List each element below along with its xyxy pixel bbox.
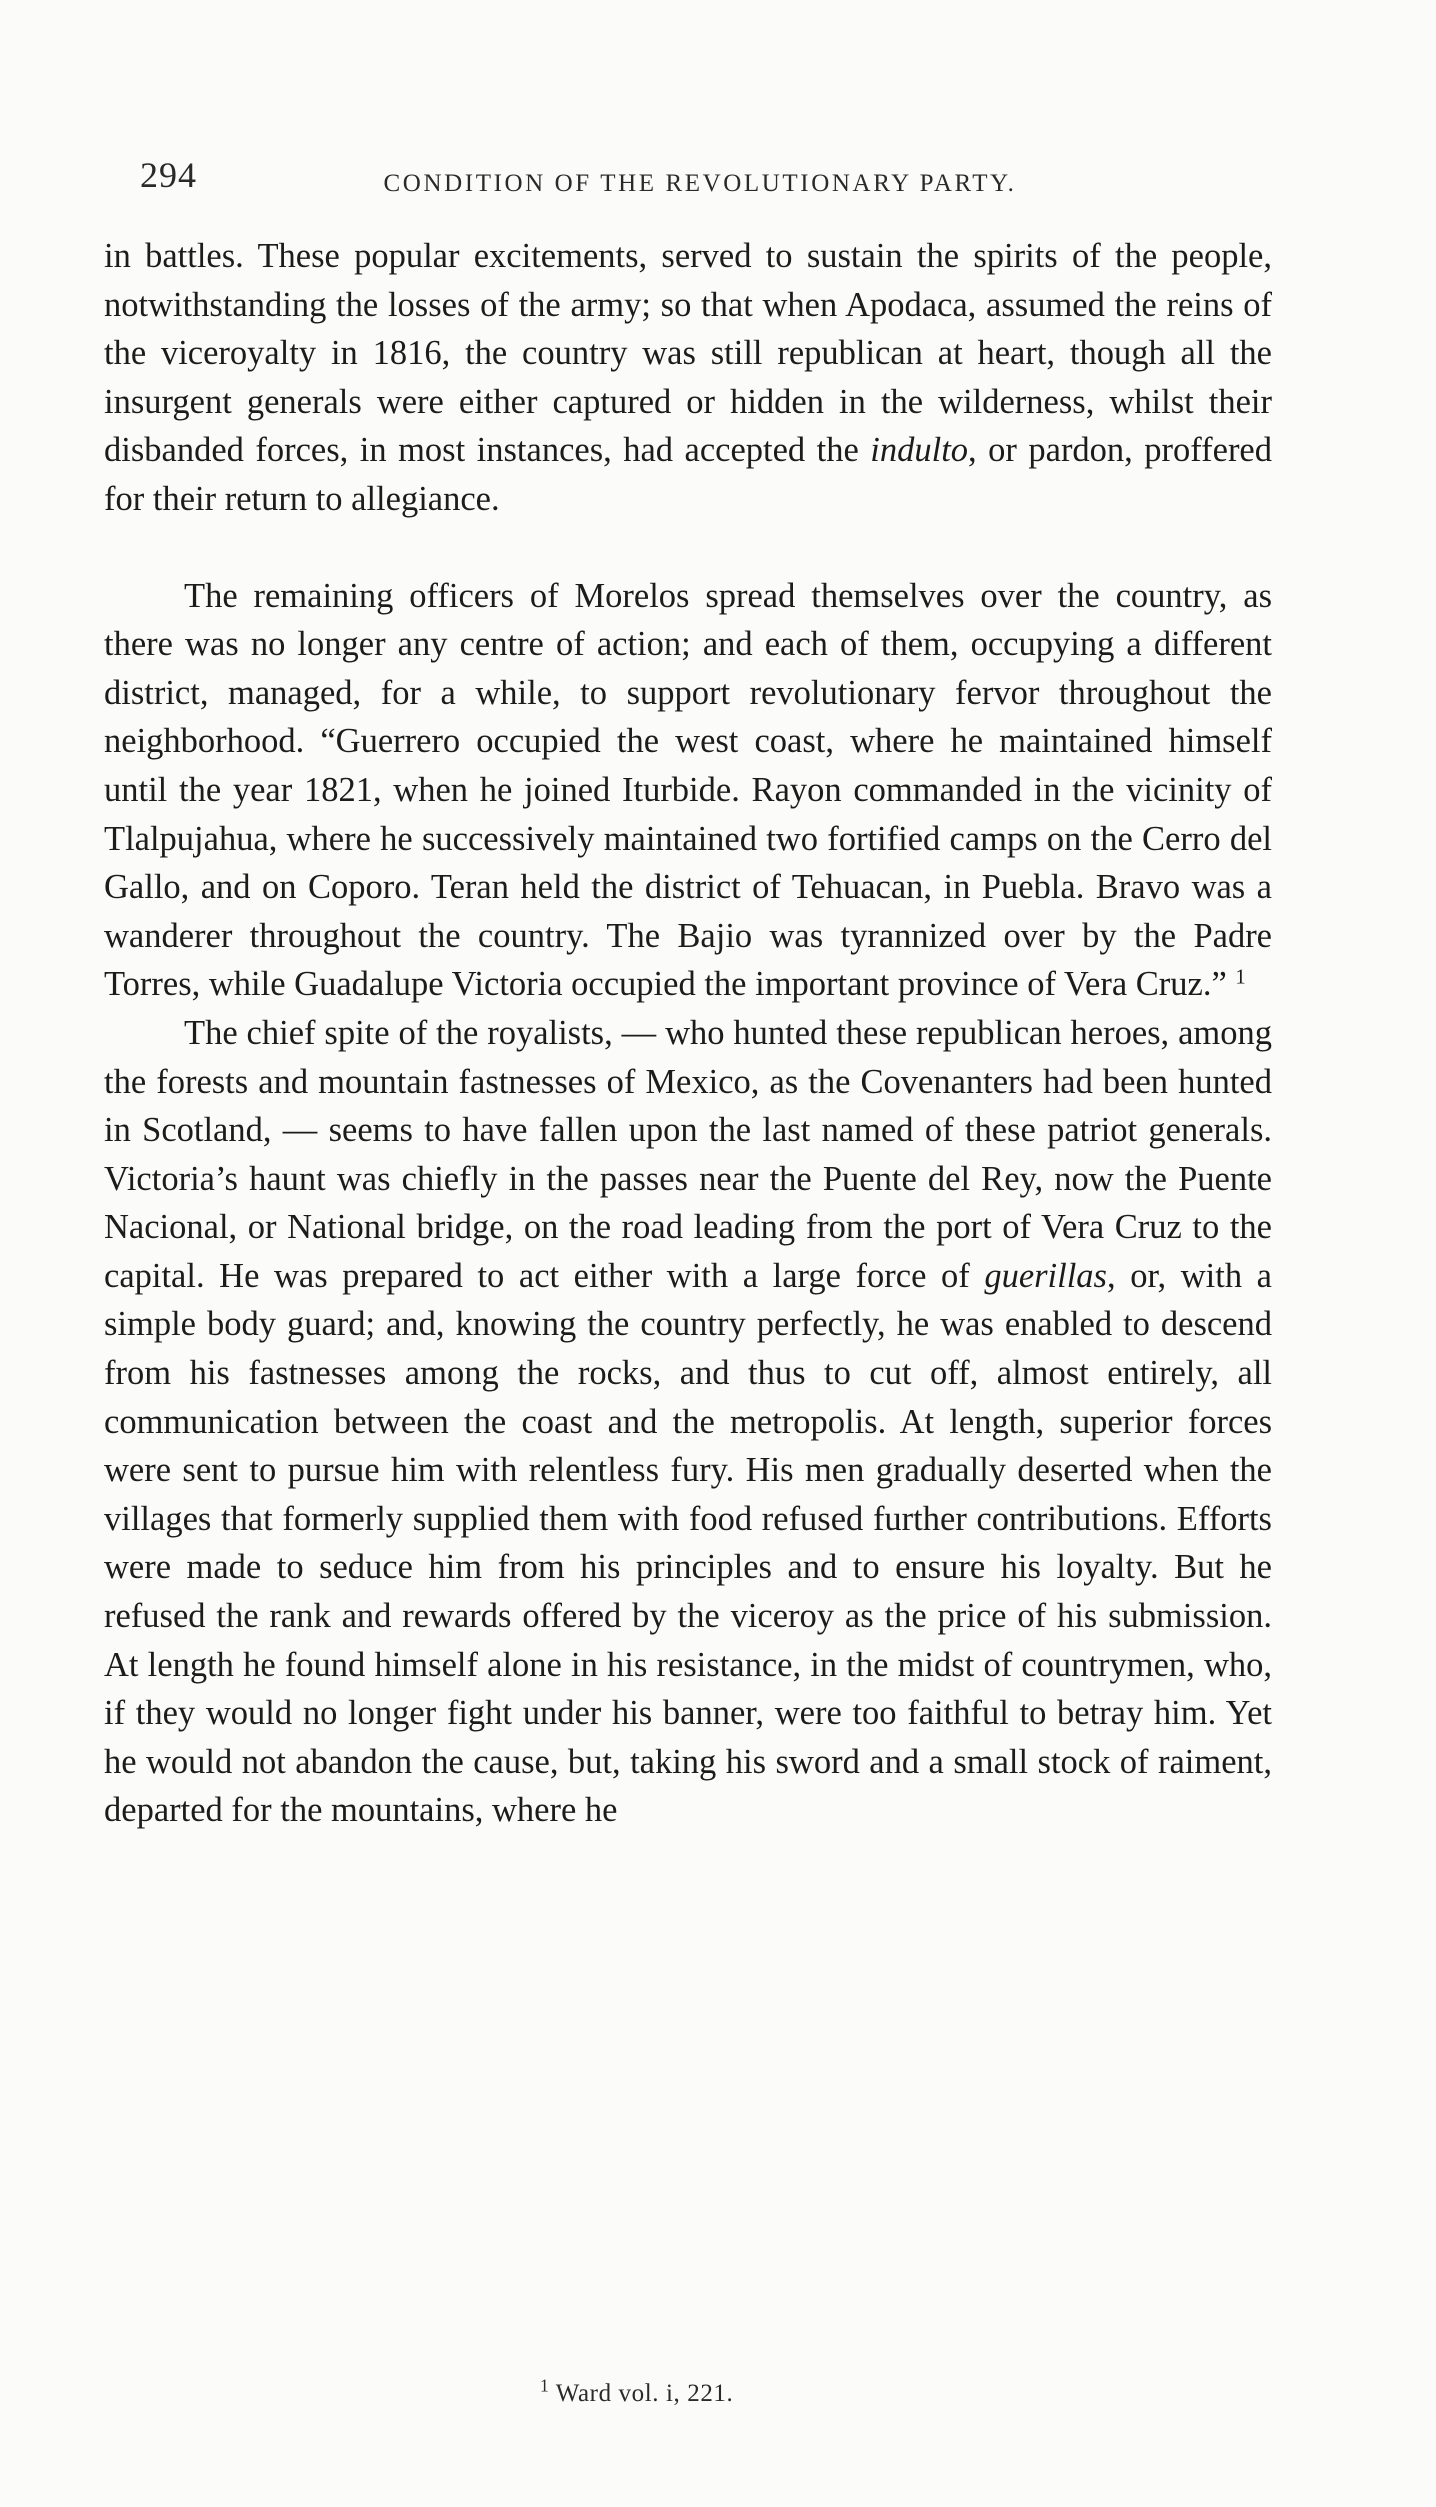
paragraph-1-text-b: , or pardon, proffered for their return to allegiance.	[104, 431, 1272, 518]
italic-term-guerillas: guerillas	[984, 1256, 1107, 1295]
footnote-text: Ward vol. i, 221.	[555, 2380, 734, 2407]
page-number: 294	[140, 155, 197, 195]
footnote-reference: 1	[1235, 966, 1246, 989]
paragraph-3	[104, 1009, 1272, 1835]
body-text	[104, 232, 1272, 1835]
paragraph-2	[104, 572, 1272, 1009]
paragraph-1	[104, 232, 1272, 524]
italic-term-indulto: indulto	[870, 431, 969, 470]
paragraph-1-text-a: in battles. These popular excitements, served to sustain the spirits of the people, notwithstanding the losses of the army; so that when Apodaca, assumed the reins of the viceroyalty in 1816, the country was still republican at heart, though all the insurgent generals were either captured or hidden in the wilderness, whilst their disbanded forces, in most instances, had accepted the	[104, 237, 1272, 470]
footnote	[540, 2375, 1040, 2408]
paragraph-spacer	[104, 524, 1272, 572]
footnote-marker: 1	[540, 2375, 550, 2396]
paragraph-2-text: The remaining officers of Morelos spread themselves over the country, as there was no longer any centre of action; and each of them, occupying a different district, managed, for a while, to support revolutionary fervor throughout the neighborhood. “Guerrero occupied the west coast, where he maintained himself until the year 1821, when he joined Iturbide. Rayon commanded in the vicinity of Tlalpujahua, where he successively maintained two fortified camps on the Cerro del Gallo, and on Coporo. Teran held the district of Tehuacan, in Puebla. Bravo was a wanderer throughout the country. The Bajio was tyrannized over by the Padre Torres, while Guadalupe Victoria occupied the important province of Vera Cruz.”	[104, 576, 1272, 1004]
paragraph-3-text-a: The chief spite of the royalists, — who hunted these republican heroes, among the forests and mountain fastnesses of Mexico, as the Covenanters had been hunted in Scotland, — seems to have fallen upon the last named of these patriot generals. Victoria’s haunt was chiefly in the passes near the Puente del Rey, now the Puente Nacional, or National bridge, on the road leading from the port of Vera Cruz to the capital. He was prepared to act either with a large force of	[104, 1013, 1272, 1295]
paragraph-3-text-b: , or, with a simple body guard; and, knowing the country perfectly, he was enabled to descend from his fastnesses among the rocks, and thus to cut off, almost entirely, all communication between the coast and the metropolis. At length, superior forces were sent to pursue him with relentless fury. His men gradually deserted when the villages that formerly supplied them with food refused further contributions. Efforts were made to seduce him from his principles and to ensure his loyalty. But he refused the rank and rewards offered by the viceroy as the price of his submission. At length he found himself alone in his resistance, in the midst of countrymen, who, if they would no longer fight under his banner, were too faithful to betray him. Yet he would not abandon the cause, but, taking his sword and a small stock of raiment, departed for the mountains, where he	[104, 1256, 1272, 1830]
running-head: CONDITION OF THE REVOLUTIONARY PARTY.	[383, 170, 1017, 197]
